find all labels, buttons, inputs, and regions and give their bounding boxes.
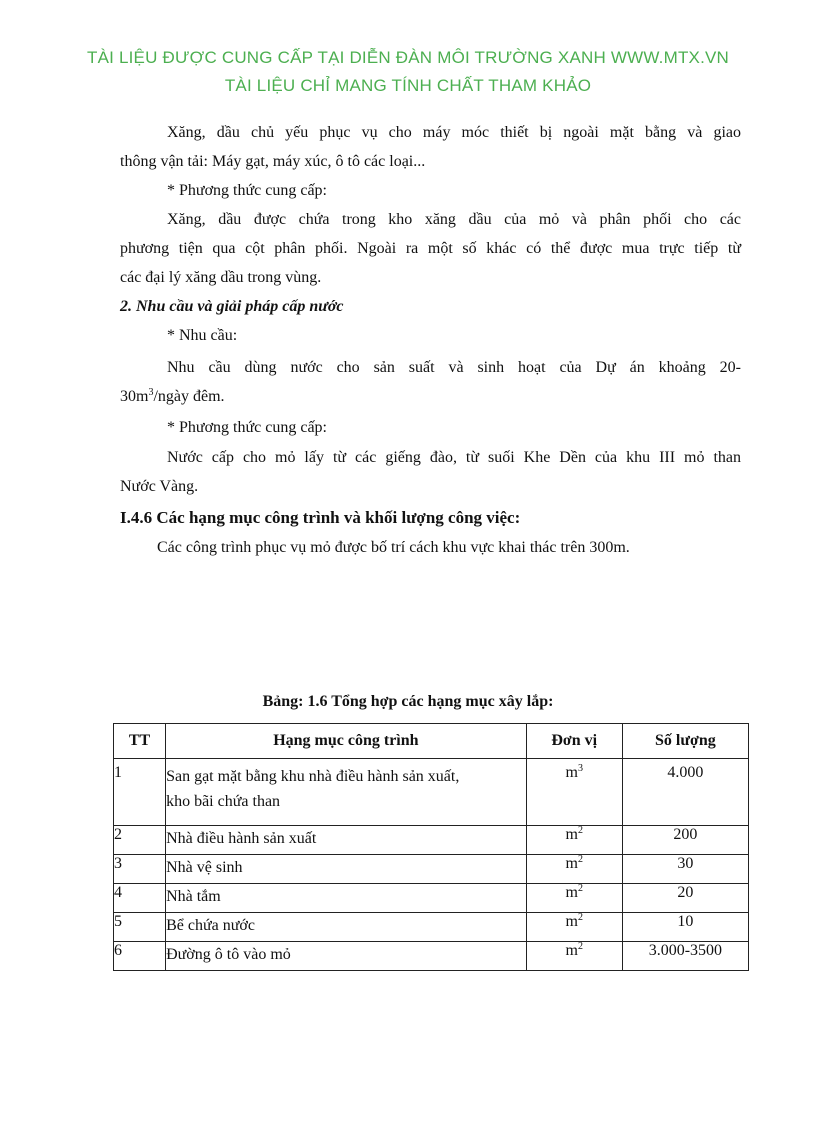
demand-unit-superscript: 3 <box>148 387 154 398</box>
cell-quantity: 30 <box>622 855 748 884</box>
unit-base: m <box>565 913 578 930</box>
watermark-banner-line-1: TÀI LIỆU ĐƯỢC CUNG CẤP TẠI DIỄN ĐÀN MÔI TRƯỜNG XANH WWW.MTX.VN <box>86 48 730 67</box>
paragraph-water-source-line-2: Nước Vàng. <box>120 478 199 495</box>
unit-superscript: 2 <box>577 854 583 865</box>
cell-unit <box>526 884 622 913</box>
cell-item-name: Đường ô tô vào mỏ <box>166 942 527 971</box>
paragraph-facilities: Các công trình phục vụ mỏ được bố trí cách khu vực khai thác trên 300m. <box>157 539 630 556</box>
header-item-name: Hạng mục công trình <box>166 724 527 759</box>
cell-item-name: Nhà tắm <box>166 884 527 913</box>
paragraph-storage-line-3: các đại lý xăng dầu trong vùng. <box>120 269 322 286</box>
watermark-banner-line-2: TÀI LIỆU CHỈ MANG TÍNH CHẤT THAM KHẢO <box>224 76 592 95</box>
cell-quantity: 200 <box>622 826 748 855</box>
cell-tt: 6 <box>114 942 166 971</box>
construction-items-table <box>113 723 749 971</box>
cell-item-name-line-2: kho bãi chứa than <box>166 793 281 810</box>
table-row <box>114 942 749 971</box>
cell-quantity: 20 <box>622 884 748 913</box>
table-row <box>114 884 749 913</box>
cell-quantity: 4.000 <box>622 759 748 826</box>
unit-superscript: 3 <box>577 763 583 774</box>
demand-label: * Nhu cầu: <box>167 327 238 344</box>
cell-item-name: Nhà vệ sinh <box>166 855 527 884</box>
cell-unit <box>526 855 622 884</box>
unit-superscript: 2 <box>577 941 583 952</box>
cell-tt: 4 <box>114 884 166 913</box>
paragraph-fuel-line-1: Xăng, dầu chủ yếu phục vụ cho máy móc thiết bị ngoài mặt bằng và giao <box>167 124 741 141</box>
unit-base: m <box>565 884 578 901</box>
table-header-row <box>114 724 749 759</box>
unit-superscript: 2 <box>577 883 583 894</box>
supply-method-label-2: * Phương thức cung cấp: <box>167 419 327 436</box>
header-tt: TT <box>114 724 166 759</box>
unit-superscript: 2 <box>577 912 583 923</box>
paragraph-fuel-line-2: thông vận tải: Máy gạt, máy xúc, ô tô các loại... <box>120 153 426 170</box>
cell-item-name <box>166 759 527 826</box>
unit-superscript: 2 <box>577 825 583 836</box>
cell-tt: 1 <box>114 759 166 826</box>
table-row <box>114 826 749 855</box>
heading-water-supply: 2. Nhu cầu và giải pháp cấp nước <box>120 298 344 315</box>
paragraph-demand-line-1: Nhu cầu dùng nước cho sản suất và sinh hoạt của Dự án khoảng 20- <box>167 359 741 376</box>
cell-tt: 2 <box>114 826 166 855</box>
table-row <box>114 759 749 826</box>
cell-quantity: 3.000-3500 <box>622 942 748 971</box>
cell-tt: 5 <box>114 913 166 942</box>
cell-unit <box>526 913 622 942</box>
unit-base: m <box>565 942 578 959</box>
cell-item-name: Bể chứa nước <box>166 913 527 942</box>
cell-item-name-line-1: San gạt mặt bằng khu nhà điều hành sản xuất, <box>166 768 460 785</box>
paragraph-storage-line-1: Xăng, dầu được chứa trong kho xăng dầu của mỏ và phân phối cho các <box>167 211 741 228</box>
cell-unit <box>526 826 622 855</box>
table-row <box>114 913 749 942</box>
paragraph-storage-line-2: phương tiện qua cột phân phối. Ngoài ra một số khác có thể được mua trực tiếp từ <box>120 240 741 257</box>
demand-value: 30m <box>120 388 149 405</box>
cell-quantity: 10 <box>622 913 748 942</box>
paragraph-water-source-line-1: Nước cấp cho mỏ lấy từ các giếng đào, từ suối Khe Dền của khu III mỏ than <box>167 449 741 466</box>
cell-unit <box>526 759 622 826</box>
cell-item-name: Nhà điều hành sản xuất <box>166 826 527 855</box>
header-quantity: Số lượng <box>622 724 748 759</box>
cell-unit <box>526 942 622 971</box>
demand-unit: /ngày đêm. <box>153 388 225 405</box>
header-unit: Đơn vị <box>526 724 622 759</box>
supply-method-label-1: * Phương thức cung cấp: <box>167 182 327 199</box>
table-row <box>114 855 749 884</box>
unit-base: m <box>565 826 578 843</box>
cell-tt: 3 <box>114 855 166 884</box>
table-caption: Bảng: 1.6 Tổng hợp các hạng mục xây lắp: <box>262 693 554 710</box>
unit-base: m <box>565 855 578 872</box>
section-heading-i-4-6: I.4.6 Các hạng mục công trình và khối lượng công việc: <box>120 508 521 527</box>
unit-base: m <box>565 764 578 781</box>
paragraph-demand-line-2 <box>120 387 225 407</box>
